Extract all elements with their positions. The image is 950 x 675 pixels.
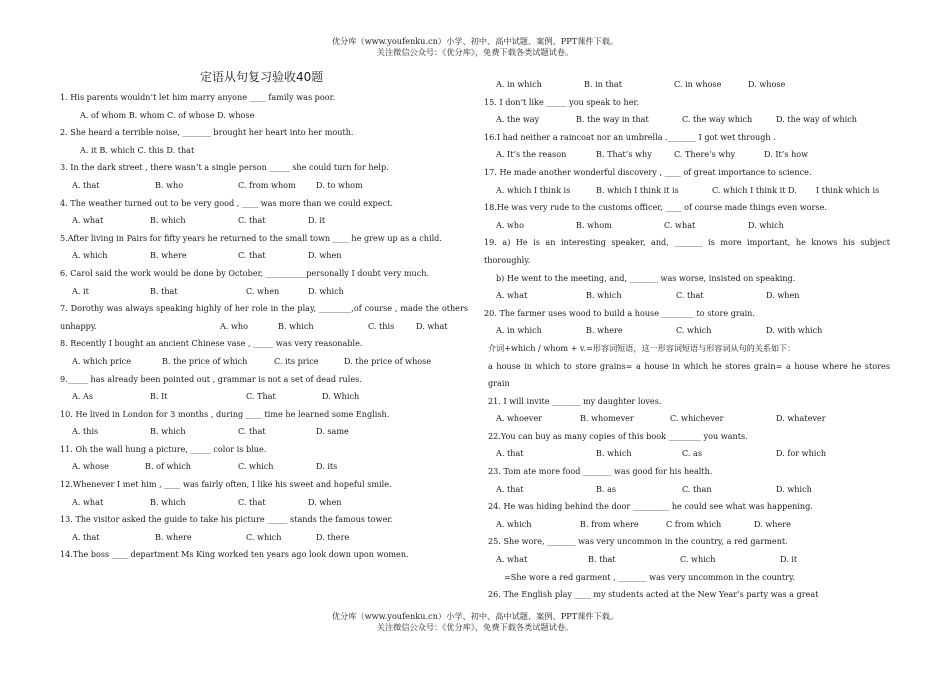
- option-21b: B. whomever: [580, 413, 634, 424]
- options-25: [484, 551, 890, 569]
- option-9b: B. It: [150, 391, 168, 402]
- option-25b: B. that: [588, 554, 616, 565]
- question-4: 4. The weather turned out to be very good , ____ was more than we could expect.: [60, 197, 393, 208]
- option-16b: B. That’s why: [596, 149, 652, 160]
- option-4b: B. which: [150, 215, 186, 226]
- option-8b: B. the price of which: [162, 355, 248, 366]
- option-5a: A. which: [72, 250, 108, 261]
- option-22b: B. which: [596, 448, 632, 459]
- options-12: [60, 494, 468, 512]
- options-17: [484, 182, 890, 200]
- option-11a: A. whose: [72, 461, 109, 472]
- option-12a: A. what: [72, 496, 104, 507]
- option-6a: A. it: [72, 285, 89, 296]
- option-3c: C. from whom: [238, 179, 296, 190]
- question-2: 2. She heard a terrible noise, _______ brought her heart into her mouth.: [60, 127, 354, 138]
- option-5b: B. where: [150, 250, 187, 261]
- option-6c: C. when: [246, 285, 280, 296]
- option-23a: A. that: [496, 483, 524, 494]
- question-19a: 19. a) He is an interesting speaker, and, _______ is more important, he knows his subject thoroughly.: [484, 237, 890, 265]
- option-18c: C. what: [664, 219, 696, 230]
- option-3b: B. who: [155, 179, 184, 190]
- grammar-note-1: 介词+which / whom + v.=形容词短语，这一形容词短语与形容词从句的关系如下：: [488, 342, 796, 353]
- option-15c: C. the way which: [682, 114, 753, 125]
- options-16: [484, 146, 890, 164]
- question-5: 5.After living in Pairs for fifty years he returned to the small town ____ he grew up as a child.: [60, 232, 442, 243]
- footer-line-1: 优分库（www.youfenku.cn）小学、初中、高中试题、案例、PPT课件下载。: [331, 611, 619, 621]
- option-8c: C. its price: [274, 355, 319, 366]
- options-5: [60, 247, 468, 265]
- options-6: [60, 283, 468, 301]
- option-8d: D. the price of whose: [344, 355, 432, 366]
- question-9: 9._____ has already been pointed out , grammar is not a set of dead rules.: [60, 373, 362, 384]
- page-title: 定语从句复习验收40题: [200, 70, 324, 84]
- question-13: 13. The visitor asked the guide to take his picture _____ stands the famous tower.: [60, 514, 393, 525]
- option-22a: A. that: [496, 448, 524, 459]
- question-15: 15. I don’t like _____ you speak to her.: [484, 96, 640, 107]
- question-7: 7. Dorothy was always speaking highly of her role in the play, ________,of course , made the others unhappy.: [60, 303, 468, 331]
- question-6: 6. Carol said the work would be done by October, __________personally I doubt very much.: [60, 267, 430, 278]
- option-17b: B. which I think it is: [596, 184, 679, 195]
- option-23c: C. than: [682, 483, 712, 494]
- option-16d: D. It’s how: [764, 149, 809, 160]
- option-14b: B. in that: [584, 79, 623, 89]
- question-22: 22.You can buy as many copies of this book ________ you wants.: [488, 430, 748, 441]
- question-10: 10. He lived in London for 3 months , during ____ time he learned some English.: [60, 408, 390, 419]
- option-13a: A. that: [72, 531, 100, 542]
- option-6d: D. which: [308, 285, 344, 296]
- option-9d: D. Which: [322, 391, 360, 402]
- option-22c: C. as: [682, 448, 703, 459]
- option-7d: D. what: [416, 320, 448, 331]
- question-11: 11. Oh the wall hung a picture, _____ color is blue.: [60, 443, 267, 454]
- option-17c: C. which I think it D.: [712, 184, 797, 195]
- question-16: 16.I had neither a raincoat nor an umbrella ._______ I got wet through .: [484, 131, 776, 142]
- options-3: [60, 177, 468, 195]
- options-9: [60, 388, 468, 406]
- option-14a: A. in which: [496, 79, 542, 89]
- page-footer: [0, 611, 950, 633]
- options-21: [484, 410, 890, 428]
- options-24: [484, 516, 890, 534]
- right-column: [484, 76, 890, 604]
- option-4d: D. it: [308, 215, 326, 226]
- option-3a: A. that: [72, 179, 100, 190]
- options-15: [484, 111, 890, 129]
- question-19b: b) He went to the meeting, and, _______ was worse, insisted on speaking.: [496, 272, 796, 283]
- options-18: [484, 217, 890, 235]
- options-2-text: A. it B. which C. this D. that: [80, 144, 195, 155]
- option-11c: C. which: [238, 461, 274, 472]
- options-10: [60, 423, 468, 441]
- question-25: 25. She wore, _______ was very uncommon in the country, a red garment.: [488, 536, 788, 547]
- page-header: [0, 36, 950, 58]
- option-11b: B. of which: [145, 461, 192, 472]
- option-23d: D. which: [776, 483, 812, 494]
- question-24: 24. He was hiding behind the door _________ he could see what was happening.: [488, 501, 813, 512]
- option-13c: C. which: [246, 531, 282, 542]
- option-17d: I think which is: [816, 184, 880, 195]
- option-15a: A. the way: [496, 114, 540, 125]
- option-5d: D. when: [308, 250, 342, 261]
- question-26: 26. The English play ____ my students acted at the New Year’s party was a great: [488, 589, 819, 600]
- option-13d: D. there: [316, 531, 350, 542]
- option-11d: D. its: [316, 461, 338, 472]
- option-24d: D. where: [754, 518, 791, 529]
- option-10b: B. which: [150, 426, 186, 437]
- option-7c: C. this: [368, 320, 395, 331]
- option-25c: C. which: [680, 554, 716, 565]
- option-21a: A. whoever: [496, 413, 543, 424]
- header-line-1: 优分库（www.youfenku.cn）小学、初中、高中试题、案例、PPT课件下载。: [331, 36, 619, 46]
- option-16c: C. There’s why: [674, 149, 736, 160]
- option-13b: B. where: [155, 531, 192, 542]
- options-11: [60, 458, 468, 476]
- option-24c: C from which: [666, 518, 722, 529]
- option-23b: B. as: [596, 483, 617, 494]
- question-8: 8. Recently I bought an ancient Chinese vase , _____ was very reasonable.: [60, 338, 363, 349]
- option-12c: C. that: [238, 496, 266, 507]
- option-18a: A. who: [496, 219, 525, 230]
- options-20: [484, 322, 890, 340]
- option-4c: C. that: [238, 215, 266, 226]
- option-17a: A. which I think is: [496, 184, 571, 195]
- option-10c: C. that: [238, 426, 266, 437]
- option-18b: B. whom: [576, 219, 612, 230]
- option-20b: B. where: [586, 325, 623, 336]
- option-15b: B. the way in that: [576, 114, 649, 125]
- option-20c: C. which: [676, 325, 712, 336]
- option-20a: A. in which: [496, 325, 542, 336]
- option-19c: C. that: [676, 290, 704, 301]
- option-25a: A. what: [496, 554, 528, 565]
- option-7b: B. which: [278, 320, 314, 331]
- options-13: [60, 529, 468, 547]
- option-22d: D. for which: [776, 448, 827, 459]
- grammar-note-2: a house in which to store grains= a house in which he stores grain= a house where he stores grain: [488, 360, 890, 389]
- option-24a: A. which: [496, 518, 532, 529]
- question-17: 17. He made another wonderful discovery , ____ of great importance to science.: [484, 166, 812, 177]
- option-9c: C. That: [246, 391, 276, 402]
- options-1: [60, 107, 468, 125]
- options-4: [60, 212, 468, 230]
- option-19d: D. when: [766, 290, 800, 301]
- question-23: 23. Tom ate more food _______ was good for his health.: [488, 466, 713, 477]
- option-8a: A. which price: [72, 355, 131, 366]
- option-19b: B. which: [586, 290, 622, 301]
- options-8: [60, 353, 468, 371]
- option-9a: A. As: [72, 391, 93, 402]
- option-12b: B. which: [150, 496, 186, 507]
- question-3: 3. In the dark street , there wasn’t a single person _____ she could turn for help.: [60, 162, 389, 173]
- option-14d: D. whose: [748, 79, 786, 89]
- question-12: 12.Whenever I met him , ____ was fairly often, I like his sweet and hopeful smile.: [60, 479, 392, 490]
- option-5c: C. that: [238, 250, 266, 261]
- option-21c: C. whichever: [670, 413, 724, 424]
- options-14: [484, 76, 890, 94]
- header-line-2: 关注微信公众号：《优分库》，免费下载各类试题试卷。: [376, 47, 574, 57]
- options-22: [484, 445, 890, 463]
- question-21: 21. I will invite _______ my daughter loves.: [488, 395, 662, 406]
- option-4a: A. what: [72, 215, 104, 226]
- options-7: [60, 318, 468, 336]
- question-1: 1. His parents wouldn’t let him marry anyone ____ family was poor.: [60, 92, 336, 102]
- option-21d: D. whatever: [776, 413, 826, 424]
- options-1-text: A. of whom B. whom C. of whose D. whose: [80, 109, 255, 120]
- option-19a: A. what: [496, 290, 528, 301]
- option-24b: B. from where: [580, 518, 639, 529]
- option-12d: D. when: [308, 496, 342, 507]
- option-14c: C. in whose: [674, 79, 722, 89]
- option-10d: D. same: [316, 426, 349, 437]
- option-20d: D. with which: [766, 325, 823, 336]
- option-18d: D. which: [748, 219, 784, 230]
- option-6b: B. that: [150, 285, 178, 296]
- options-19: [484, 287, 890, 305]
- option-15d: D. the way of which: [776, 114, 857, 125]
- option-25d: D. it: [780, 554, 798, 565]
- question-14: 14.The boss ____ department Ms King worked ten years ago look down upon women.: [60, 549, 409, 560]
- option-7a: A. who: [220, 320, 249, 331]
- question-20: 20. The farmer uses wood to build a house ________ to store grain.: [484, 307, 755, 318]
- left-column: [60, 89, 468, 564]
- footer-line-2: 关注微信公众号：《优分库》，免费下载各类试题试卷。: [376, 622, 574, 632]
- option-3d: D. to whom: [316, 179, 363, 190]
- options-23: [484, 481, 890, 499]
- option-16a: A. It’s the reason: [496, 149, 567, 160]
- question-18: 18.He was very rude to the customs officer, ____ of course made things even worse.: [484, 202, 827, 213]
- options-2: [60, 142, 468, 160]
- question-25-note: =She wore a red garment , _______ was very uncommon in the country.: [504, 571, 796, 582]
- option-10a: A. this: [72, 426, 99, 437]
